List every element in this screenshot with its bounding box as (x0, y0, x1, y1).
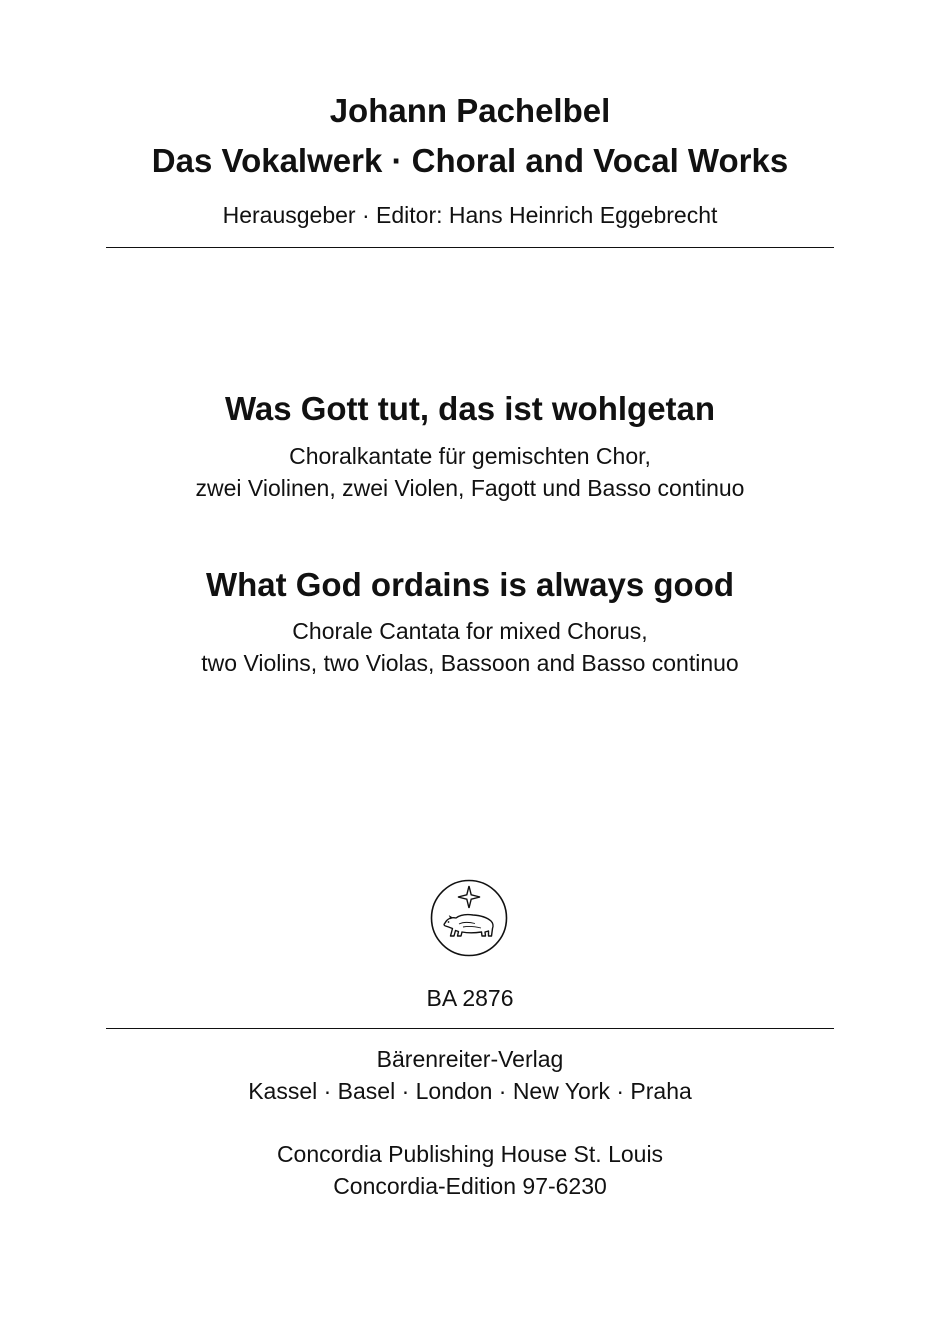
editor-credit: Herausgeber · Editor: Hans Heinrich Eggebrecht (222, 202, 718, 228)
work-subtitle-english-line1: Chorale Cantata for mixed Chorus, (292, 618, 648, 644)
work-subtitle-german-line2: zwei Violinen, zwei Violen, Fagott und Basso continuo (195, 475, 745, 501)
co-publisher-edition: Concordia-Edition 97-6230 (333, 1173, 607, 1199)
baerenreiter-bear-star-icon (429, 878, 509, 958)
work-title-german: Was Gott tut, das ist wohlgetan (224, 390, 716, 427)
publisher-name: Bärenreiter-Verlag (376, 1046, 564, 1072)
catalog-number: BA 2876 (426, 985, 514, 1011)
top-divider (106, 247, 834, 248)
bottom-divider (106, 1028, 834, 1029)
co-publisher-name: Concordia Publishing House St. Louis (276, 1141, 664, 1167)
work-subtitle-german-line1: Choralkantate für gemischten Chor, (289, 443, 651, 469)
work-subtitle-english-line2: two Violins, two Violas, Bassoon and Basso continuo (201, 650, 739, 676)
publisher-cities: Kassel · Basel · London · New York · Praha (248, 1078, 692, 1104)
work-title-english: What God ordains is always good (205, 566, 735, 603)
series-title: Das Vokalwerk · Choral and Vocal Works (151, 142, 789, 179)
composer-name: Johann Pachelbel (329, 92, 611, 129)
